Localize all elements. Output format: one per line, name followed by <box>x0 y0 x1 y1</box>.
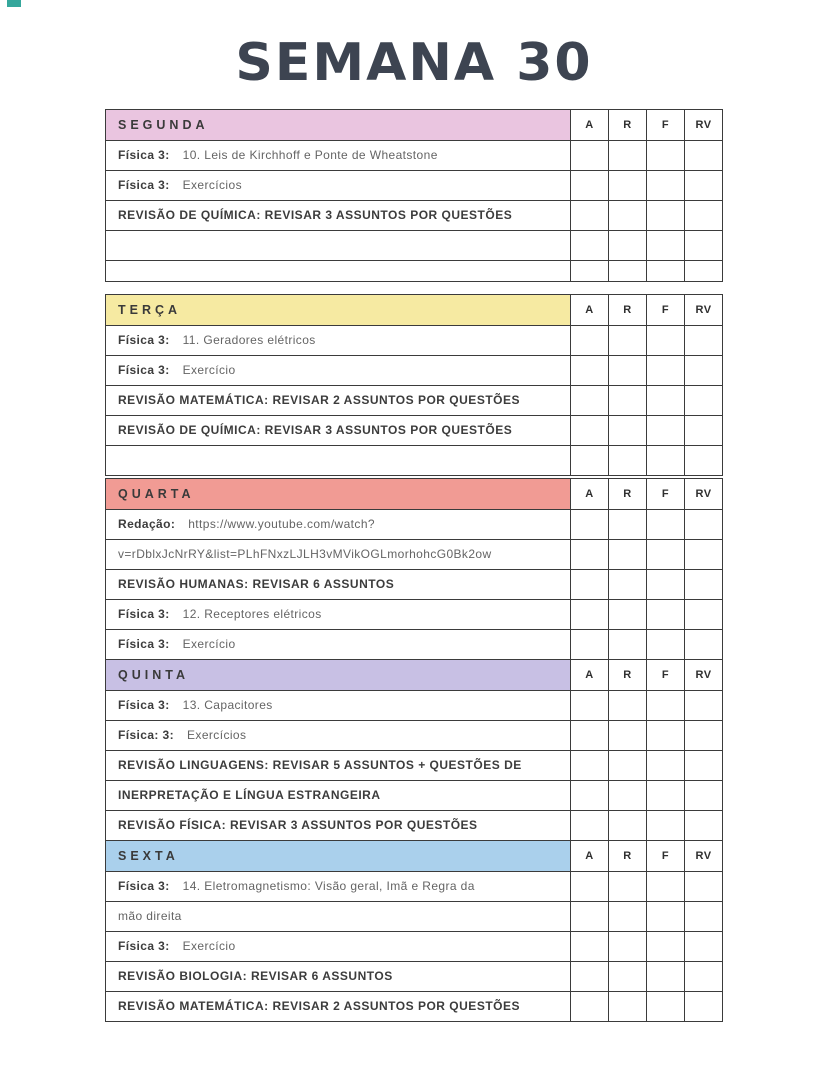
check-cell-f[interactable] <box>646 141 684 170</box>
day-section-segunda <box>105 109 723 282</box>
check-column-header-r: R <box>608 660 646 690</box>
empty-task-cell <box>106 446 570 475</box>
check-column-header-a: A <box>570 660 608 690</box>
task-cell <box>106 691 570 720</box>
check-cell-a[interactable] <box>570 510 608 539</box>
task-subject-label: Física 3: <box>118 878 170 893</box>
task-cell <box>106 751 570 780</box>
check-cell-r[interactable] <box>608 446 646 475</box>
check-cell-r[interactable] <box>608 540 646 569</box>
task-cell <box>106 356 570 385</box>
check-cell-rv[interactable] <box>684 540 722 569</box>
check-cell-a[interactable] <box>570 781 608 810</box>
check-cell-a[interactable] <box>570 721 608 750</box>
check-cell-f[interactable] <box>646 356 684 385</box>
check-column-header-r: R <box>608 479 646 509</box>
day-section-sexta <box>105 840 723 1022</box>
corner-artifact-mark <box>7 0 21 7</box>
check-cell-a[interactable] <box>570 600 608 629</box>
task-text: https://www.youtube.com/watch? <box>188 516 375 531</box>
task-cell <box>106 386 570 415</box>
check-column-header-r: R <box>608 295 646 325</box>
task-text: 10. Leis de Kirchhoff e Ponte de Wheatstone <box>182 147 438 162</box>
check-cell-a[interactable] <box>570 932 608 961</box>
check-cell-rv[interactable] <box>684 416 722 445</box>
task-cell <box>106 326 570 355</box>
check-cell-a[interactable] <box>570 630 608 659</box>
table-row <box>106 415 722 445</box>
table-row <box>106 629 722 659</box>
table-row <box>106 599 722 629</box>
task-text: REVISÃO MATEMÁTICA: REVISAR 2 ASSUNTOS POR QUESTÕES <box>118 998 520 1013</box>
task-text: v=rDblxJcNrRY&list=PLhFNxzLJLH3vMVikOGLmorhohcG0Bk2ow <box>118 546 492 561</box>
check-cell-r[interactable] <box>608 386 646 415</box>
day-label: QUINTA <box>106 660 570 690</box>
check-column-header-a: A <box>570 479 608 509</box>
check-cell-a[interactable] <box>570 992 608 1021</box>
task-cell <box>106 141 570 170</box>
check-cell-f[interactable] <box>646 231 684 260</box>
check-column-header-r: R <box>608 110 646 140</box>
day-label: TERÇA <box>106 295 570 325</box>
check-cell-r[interactable] <box>608 171 646 200</box>
task-text: 11. Geradores elétricos <box>182 332 316 347</box>
check-cell-r[interactable] <box>608 510 646 539</box>
check-cell-rv[interactable] <box>684 570 722 599</box>
check-column-header-rv: RV <box>684 841 722 871</box>
day-label: SEGUNDA <box>106 110 570 140</box>
check-column-header-rv: RV <box>684 295 722 325</box>
check-cell-f[interactable] <box>646 446 684 475</box>
check-cell-f[interactable] <box>646 171 684 200</box>
table-row <box>106 260 722 281</box>
task-cell <box>106 932 570 961</box>
day-label: QUARTA <box>106 479 570 509</box>
empty-task-cell <box>106 261 570 281</box>
task-cell <box>106 416 570 445</box>
check-cell-r[interactable] <box>608 416 646 445</box>
check-cell-f[interactable] <box>646 416 684 445</box>
check-cell-rv[interactable] <box>684 510 722 539</box>
check-cell-rv[interactable] <box>684 171 722 200</box>
check-cell-rv[interactable] <box>684 446 722 475</box>
table-row <box>106 445 722 475</box>
check-cell-r[interactable] <box>608 992 646 1021</box>
task-text: 13. Capacitores <box>182 697 273 712</box>
task-text: REVISÃO MATEMÁTICA: REVISAR 2 ASSUNTOS POR QUESTÕES <box>118 392 520 407</box>
check-cell-rv[interactable] <box>684 811 722 840</box>
check-column-header-f: F <box>646 841 684 871</box>
task-subject-label: Física 3: <box>118 362 170 377</box>
check-cell-f[interactable] <box>646 201 684 230</box>
task-cell <box>106 570 570 599</box>
check-cell-rv[interactable] <box>684 386 722 415</box>
check-cell-f[interactable] <box>646 992 684 1021</box>
task-subject-label: Física 3: <box>118 177 170 192</box>
task-text: INERPRETAÇÃO E LÍNGUA ESTRANGEIRA <box>118 787 381 802</box>
check-cell-r[interactable] <box>608 326 646 355</box>
check-cell-rv[interactable] <box>684 781 722 810</box>
task-cell <box>106 962 570 991</box>
check-column-header-rv: RV <box>684 660 722 690</box>
check-cell-f[interactable] <box>646 570 684 599</box>
check-cell-a[interactable] <box>570 171 608 200</box>
check-cell-a[interactable] <box>570 962 608 991</box>
task-cell <box>106 510 570 539</box>
check-cell-r[interactable] <box>608 872 646 901</box>
check-cell-a[interactable] <box>570 416 608 445</box>
task-cell <box>106 992 570 1021</box>
check-cell-a[interactable] <box>570 261 608 281</box>
task-cell <box>106 811 570 840</box>
check-cell-f[interactable] <box>646 872 684 901</box>
task-text: REVISÃO DE QUÍMICA: REVISAR 3 ASSUNTOS POR QUESTÕES <box>118 207 513 222</box>
task-text: Exercício <box>182 938 236 953</box>
check-cell-r[interactable] <box>608 721 646 750</box>
day-section-terca <box>105 294 723 476</box>
task-text: 12. Receptores elétricos <box>182 606 322 621</box>
task-text: Exercícios <box>187 727 247 742</box>
task-cell <box>106 171 570 200</box>
check-cell-rv[interactable] <box>684 630 722 659</box>
check-cell-rv[interactable] <box>684 356 722 385</box>
table-row <box>106 325 722 355</box>
week-schedule-table <box>105 109 723 1022</box>
task-subject-label: Redação: <box>118 516 176 531</box>
check-cell-rv[interactable] <box>684 992 722 1021</box>
check-cell-a[interactable] <box>570 902 608 931</box>
check-cell-r[interactable] <box>608 231 646 260</box>
check-cell-a[interactable] <box>570 386 608 415</box>
check-cell-rv[interactable] <box>684 201 722 230</box>
table-row <box>106 901 722 931</box>
check-cell-f[interactable] <box>646 962 684 991</box>
day-header-row <box>106 660 722 690</box>
check-cell-f[interactable] <box>646 540 684 569</box>
check-cell-a[interactable] <box>570 691 608 720</box>
check-column-header-f: F <box>646 479 684 509</box>
empty-task-cell <box>106 231 570 260</box>
check-cell-f[interactable] <box>646 932 684 961</box>
table-row <box>106 509 722 539</box>
task-cell <box>106 902 570 931</box>
table-row <box>106 931 722 961</box>
task-subject-label: Física 3: <box>118 938 170 953</box>
check-column-header-f: F <box>646 110 684 140</box>
day-header-row <box>106 295 722 325</box>
task-subject-label: Física 3: <box>118 147 170 162</box>
table-row <box>106 871 722 901</box>
check-cell-f[interactable] <box>646 600 684 629</box>
table-row <box>106 991 722 1021</box>
task-subject-label: Física 3: <box>118 697 170 712</box>
check-cell-rv[interactable] <box>684 141 722 170</box>
check-cell-rv[interactable] <box>684 600 722 629</box>
task-text: Exercícios <box>182 177 242 192</box>
check-column-header-a: A <box>570 110 608 140</box>
check-column-header-rv: RV <box>684 479 722 509</box>
task-subject-label: Física 3: <box>118 332 170 347</box>
check-cell-rv[interactable] <box>684 751 722 780</box>
check-cell-a[interactable] <box>570 231 608 260</box>
table-row <box>106 810 722 840</box>
check-cell-f[interactable] <box>646 811 684 840</box>
check-cell-f[interactable] <box>646 751 684 780</box>
check-cell-f[interactable] <box>646 691 684 720</box>
check-cell-r[interactable] <box>608 630 646 659</box>
check-cell-r[interactable] <box>608 781 646 810</box>
check-cell-f[interactable] <box>646 721 684 750</box>
task-text: REVISÃO BIOLOGIA: REVISAR 6 ASSUNTOS <box>118 968 393 983</box>
table-row <box>106 720 722 750</box>
check-cell-a[interactable] <box>570 872 608 901</box>
check-cell-a[interactable] <box>570 540 608 569</box>
check-cell-a[interactable] <box>570 570 608 599</box>
table-row <box>106 140 722 170</box>
task-text: Exercício <box>182 636 236 651</box>
day-header-row <box>106 479 722 509</box>
check-cell-f[interactable] <box>646 386 684 415</box>
table-row <box>106 961 722 991</box>
check-cell-f[interactable] <box>646 902 684 931</box>
check-cell-f[interactable] <box>646 261 684 281</box>
check-cell-r[interactable] <box>608 691 646 720</box>
check-column-header-r: R <box>608 841 646 871</box>
task-text: mão direita <box>118 908 182 923</box>
table-row <box>106 569 722 599</box>
task-cell <box>106 600 570 629</box>
task-cell <box>106 540 570 569</box>
check-cell-a[interactable] <box>570 356 608 385</box>
check-cell-r[interactable] <box>608 962 646 991</box>
check-cell-rv[interactable] <box>684 962 722 991</box>
task-cell <box>106 781 570 810</box>
check-cell-rv[interactable] <box>684 691 722 720</box>
task-cell <box>106 872 570 901</box>
check-cell-rv[interactable] <box>684 902 722 931</box>
table-row <box>106 385 722 415</box>
task-text: REVISÃO LINGUAGENS: REVISAR 5 ASSUNTOS + QUESTÕES DE <box>118 757 522 772</box>
page-title: SEMANA 30 <box>235 33 593 93</box>
check-cell-rv[interactable] <box>684 231 722 260</box>
check-cell-r[interactable] <box>608 902 646 931</box>
task-text: REVISÃO HUMANAS: REVISAR 6 ASSUNTOS <box>118 576 395 591</box>
task-text: 14. Eletromagnetismo: Visão geral, Imã e Regra da <box>182 878 475 893</box>
check-column-header-a: A <box>570 841 608 871</box>
check-cell-a[interactable] <box>570 751 608 780</box>
day-section-quarta <box>105 478 723 660</box>
check-column-header-a: A <box>570 295 608 325</box>
table-row <box>106 690 722 720</box>
task-cell <box>106 721 570 750</box>
task-text: REVISÃO FÍSICA: REVISAR 3 ASSUNTOS POR QUESTÕES <box>118 817 478 832</box>
check-cell-r[interactable] <box>608 261 646 281</box>
task-cell <box>106 630 570 659</box>
table-row <box>106 780 722 810</box>
task-cell <box>106 201 570 230</box>
task-subject-label: Física 3: <box>118 636 170 651</box>
check-cell-r[interactable] <box>608 811 646 840</box>
check-cell-r[interactable] <box>608 570 646 599</box>
check-column-header-f: F <box>646 295 684 325</box>
check-column-header-rv: RV <box>684 110 722 140</box>
check-cell-r[interactable] <box>608 201 646 230</box>
table-row <box>106 200 722 230</box>
check-cell-f[interactable] <box>646 781 684 810</box>
table-row <box>106 230 722 260</box>
task-text: REVISÃO DE QUÍMICA: REVISAR 3 ASSUNTOS POR QUESTÕES <box>118 422 513 437</box>
table-row <box>106 750 722 780</box>
day-header-row <box>106 110 722 140</box>
task-text: Exercício <box>182 362 236 377</box>
day-header-row <box>106 841 722 871</box>
task-subject-label: Física 3: <box>118 606 170 621</box>
check-cell-rv[interactable] <box>684 721 722 750</box>
check-cell-rv[interactable] <box>684 261 722 281</box>
day-section-quinta <box>105 659 723 841</box>
check-column-header-f: F <box>646 660 684 690</box>
task-subject-label: Física: 3: <box>118 727 175 742</box>
check-cell-a[interactable] <box>570 141 608 170</box>
check-cell-r[interactable] <box>608 600 646 629</box>
check-cell-r[interactable] <box>608 356 646 385</box>
check-cell-f[interactable] <box>646 326 684 355</box>
day-label: SEXTA <box>106 841 570 871</box>
check-cell-rv[interactable] <box>684 932 722 961</box>
table-row <box>106 170 722 200</box>
check-cell-a[interactable] <box>570 811 608 840</box>
check-cell-r[interactable] <box>608 141 646 170</box>
check-cell-rv[interactable] <box>684 872 722 901</box>
check-cell-r[interactable] <box>608 751 646 780</box>
check-cell-f[interactable] <box>646 510 684 539</box>
check-cell-f[interactable] <box>646 630 684 659</box>
table-row <box>106 539 722 569</box>
check-cell-a[interactable] <box>570 446 608 475</box>
check-cell-a[interactable] <box>570 326 608 355</box>
table-row <box>106 355 722 385</box>
check-cell-r[interactable] <box>608 932 646 961</box>
check-cell-rv[interactable] <box>684 326 722 355</box>
check-cell-a[interactable] <box>570 201 608 230</box>
